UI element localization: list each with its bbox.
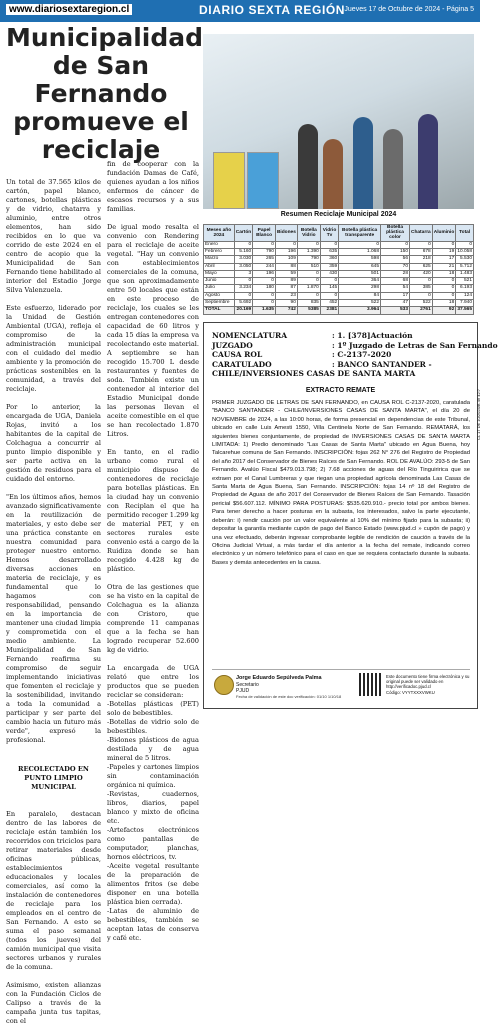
table-cell: 790: [253, 248, 276, 255]
table-cell: 0: [432, 292, 456, 299]
case-detail-value: : 1º Juzgado de Letras de San Fernando: [332, 340, 498, 350]
table-cell: 124: [456, 292, 474, 299]
table-cell: 0: [432, 241, 456, 248]
person-figure: [418, 114, 438, 209]
table-cell: 0: [234, 241, 252, 248]
table-cell: 385: [410, 285, 433, 292]
table-cell: 3.030: [234, 256, 252, 263]
qr-code: Código: VYYTXXXVWKU: [386, 689, 435, 695]
article-subhead: RECOLECTADO EN PUNTO LIMPIO MUNICIPAL: [18, 765, 92, 791]
table-header-row: [204, 225, 474, 242]
table-cell: Mayo: [204, 270, 235, 277]
person-figure: [353, 117, 373, 209]
signature-block: [212, 669, 470, 700]
table-cell: 0: [432, 278, 456, 285]
table-cell: 109: [275, 256, 297, 263]
table-cell: 145: [320, 285, 338, 292]
table-cell: 5.160: [234, 248, 252, 255]
case-detail-row: [212, 350, 470, 360]
table-cell: 0: [410, 278, 433, 285]
table-cell: 2381: [320, 307, 338, 314]
table-cell: Febrero: [204, 248, 235, 255]
table-cell: 359: [320, 263, 338, 270]
case-detail-row: [212, 331, 470, 341]
table-cell: 17: [432, 256, 456, 263]
table-cell: Abril: [204, 263, 235, 270]
table-cell: 3.050: [234, 263, 252, 270]
table-header-cell: Aluminio: [432, 225, 456, 242]
article-col1b-text: En paralelo, destacan dentro de las labores de reciclaje están también los recorridos con triciclos para retirar materiales desde oficinas públicas, establecimientos educacionales y locales comerciales, así como la instalación de contenedores de reciclaje para los empleados en el centro de San Fernando. A esto se suma el paso semanal (todos los jueves) del camión municipal que visita sectores urbanos y rurales de la comuna. Asimismo, existen alianzas con la Fundación Ciclos de Calipso a través de la campaña junta tus tapitas, con el: [6, 810, 102, 1025]
table-cell: 0: [297, 270, 320, 277]
table-cell: 430: [320, 270, 338, 277]
table-row: [204, 248, 474, 255]
article-photo: [203, 34, 474, 209]
table-cell: 645: [339, 263, 381, 270]
table-cell: Septiembre: [204, 299, 235, 306]
table-header-cell: Botella plástica transparente: [339, 225, 381, 242]
table-cell: 0: [320, 241, 338, 248]
table-cell: 0: [253, 278, 276, 285]
person-figure: [323, 139, 343, 209]
table-cell: 196: [253, 270, 276, 277]
table-header-cell: Bidones: [275, 225, 297, 242]
table-cell: 452: [320, 299, 338, 306]
table-cell: 2761: [410, 307, 433, 314]
table-cell: 90: [275, 299, 297, 306]
notice-title: EXTRACTO REMATE: [305, 387, 376, 394]
seal-icon: [214, 675, 234, 695]
table-cell: 533: [381, 307, 410, 314]
table-cell: 5385: [297, 307, 320, 314]
table-cell: 1.483: [456, 270, 474, 277]
case-detail-row: [212, 340, 498, 351]
table-cell: 0: [234, 278, 252, 285]
table-cell: 1.635: [253, 307, 276, 314]
person-figure: [383, 129, 403, 209]
table-cell: 59: [275, 270, 297, 277]
table-cell: 0: [456, 241, 474, 248]
table-cell: 298: [339, 285, 381, 292]
case-detail-value: CHILE/INVERSIONES CASAS DE SANTA MARTA: [212, 369, 416, 378]
signer-org: PJUD: [236, 688, 250, 694]
qr-caption: [386, 674, 470, 695]
table-cell: 84: [339, 292, 381, 299]
table-cell: Enero: [204, 241, 235, 248]
table-cell: 5.530: [456, 256, 474, 263]
table-cell: 18: [432, 299, 456, 306]
table-cell: 180: [253, 285, 276, 292]
table-cell: 89: [275, 278, 297, 285]
newspaper-name: DIARIO SEXTA REGIÓN: [199, 3, 346, 17]
table-cell: 265: [253, 256, 276, 263]
table-total-row: [204, 307, 474, 314]
article-column-2: fin de cooperar con la fundación Damas de Café, quienes ayudan a los niños enfermos de cáncer de escasos recursos y a sus familias. De igual modo resalta el convenio con Rendering para el reciclaje de aceite vegetal. "Hay un convenio con establecimientos comerciales de la comuna, que son aproximadamente entre 50 locales que están en este proceso de reciclaje, los cuales se les entregan contenedores con capacidad de 60 litros y cada 15 días la empresa va recolectando este material. A septiembre se han recogido 15.700 L desde restaurantes y fuentes de soda. También existe un contenedor al interior del Estadio Municipal donde las personas llevan el aceite comestible en el que se han recolectado 1.870 Litros. En tanto, en el radio urbano como rural el municipio dispuso de contenedores de reciclaje para botellas plásticas. En la ciudad hay un convenio con Reciplan el que ha permitido recoger 1.299 kg de material PET, y en sectores rurales este convenio está a cargo de la Ruidiza donde se han recogido 4.428 kg de plástico. Otra de las gestiones que se ha visto en la capital de Colchagua es la alianza con Cristoro, que comprende 11 campanas que a la fecha se han logrado recuperar 52.600 kg de vidrio. La encargada de UGA relató que entre los productos que se pueden reciclar se consideran: -Botellas plásticas (PET) solo de bebestibles. -Botellas de vidrio solo de bebestibles. -Bidones plásticos de agua destilada y de agua mineral de 5 litros. -Papeles y cartones limpios sin contaminación orgánica ni química. -Revistas, cuadernos, libros, diarios, papel blanco y mixto de oficina etc. -Artefactos electrónicos como pantallas de computador, planchas, hornos eléctricos, tv. -Aceite vegetal resultante de la preparación de alimentos fritos (se debe disponer en una botella plástica bien cerrada). -Latas de aluminio de bebestibles, también se aceptan latas de conserva y café etc.: [107, 160, 199, 942]
table-cell: 0: [253, 299, 276, 306]
signer-role: Secretario: [236, 682, 259, 688]
table-cell: 218: [410, 256, 433, 263]
table-cell: 5.692: [234, 299, 252, 306]
qr-code-icon[interactable]: [359, 673, 382, 696]
table-cell: 3: [234, 270, 252, 277]
qr-text: Este documento tiene firma electrónica y su original puede ser validado en http://verificadoc.pjud.cl: [386, 674, 470, 690]
table-cell: 68: [381, 278, 410, 285]
table-cell: 1.068: [339, 248, 381, 255]
table-cell: 244: [253, 263, 276, 270]
case-detail-key: CAUSA ROL: [212, 350, 263, 359]
person-figure: [298, 124, 318, 209]
table-cell: 196: [275, 248, 297, 255]
table-cell: 3.234: [234, 285, 252, 292]
table-cell: 510: [297, 263, 320, 270]
case-detail-row: [212, 360, 470, 370]
table-cell: 19: [432, 248, 456, 255]
table-cell: 625: [410, 263, 433, 270]
table-cell: 0: [320, 278, 338, 285]
table-header-cell: Chatarra: [410, 225, 433, 242]
table-cell: 0: [432, 285, 456, 292]
table-cell: 0: [410, 241, 433, 248]
table-cell: Julio: [204, 285, 235, 292]
table-row: [204, 292, 474, 299]
table-cell: 0: [253, 241, 276, 248]
table-cell: 364: [339, 278, 381, 285]
table-row: [204, 285, 474, 292]
table-cell: 3.964: [339, 307, 381, 314]
recycling-summary-table: [203, 224, 474, 315]
table-cell: Agosto: [204, 292, 235, 299]
table-cell: 28: [381, 270, 410, 277]
case-detail-key: NOMENCLATURA: [212, 331, 288, 340]
site-url[interactable]: www.diariosextaregion.cl: [6, 4, 132, 15]
vertical-stamp: CL 17 DE 10/2024/B 49 42:7: [476, 389, 481, 440]
article-headline: Municipalidad de San Fernando promueve el reciclaje: [6, 23, 203, 164]
table-title: Resumen Reciclaje Municipal 2024: [280, 211, 397, 218]
table-cell: Junio: [204, 278, 235, 285]
table-cell: 70: [381, 263, 410, 270]
table-cell: 92: [432, 307, 456, 314]
table-cell: Marzo: [204, 256, 235, 263]
table-row: [204, 270, 474, 277]
table-cell: 7.940: [456, 299, 474, 306]
table-header-cell: Total: [456, 225, 474, 242]
table-cell: 0: [234, 292, 252, 299]
table-header-cell: Vidrio Tv: [320, 225, 338, 242]
validation-date: Fecha de validación de este doc verificación: 01/10 1/10/18: [236, 694, 342, 699]
table-cell: 635: [320, 248, 338, 255]
table-cell: 0: [253, 292, 276, 299]
table-cell: 1.390: [297, 248, 320, 255]
table-row: [204, 256, 474, 263]
table-cell: 21: [432, 263, 456, 270]
table-cell: 0: [275, 241, 297, 248]
table-cell: 0: [339, 241, 381, 248]
table-cell: 20.169: [234, 307, 252, 314]
case-details: [212, 331, 498, 379]
article-column-1: [6, 160, 102, 1025]
table-row: [204, 241, 474, 248]
table-header-cell: Cartón: [234, 225, 252, 242]
table-row: [204, 263, 474, 270]
table-cell: 420: [410, 270, 433, 277]
table-cell: 23: [275, 292, 297, 299]
table-header-cell: Papel Blanco: [253, 225, 276, 242]
case-detail-value: : BANCO SANTANDER -: [332, 359, 432, 369]
table-cell: TOTAL: [204, 307, 235, 314]
page-header: [0, 0, 480, 22]
table-cell: 87: [275, 285, 297, 292]
table-cell: 17: [381, 292, 410, 299]
table-cell: 0: [381, 241, 410, 248]
table-cell: 0: [297, 278, 320, 285]
table-cell: 18: [432, 270, 456, 277]
table-cell: 522: [410, 299, 433, 306]
table-cell: 742: [275, 307, 297, 314]
article-col1-text: Un total de 37.565 kilos de cartón, papel blanco, cartones, botellas plásticas y de vidrio, chatarra y aluminio, entre otros elementos, han sido recibidos en lo que va corrido de este 2024 en el centro de acopio que la Municipalidad de San Fernando tiene habilitado al interior del Estadio Jorge Silva Valenzuela. Este esfuerzo, liderado por la Unidad de Gestión Ambiental (UGA), refleja el compromiso de la administración municipal con el cuidado del medio ambiente y la promoción de prácticas sostenibles en la comunidad, a través del reciclaje. Por lo anterior, la encargada de UGA, Daniela Rojas, invitó a los habitantes de la capital de Colchagua a concurrir al punto limpio disponible y ser parte activa en la gestión de residuos para el cuidado del entorno. "En los últimos años, hemos avanzado significativamente en la reutilización de materiales, y esto debe ser una práctica constante en nuestra comunidad para proteger nuestro entorno. Hemos desarrollado diversas acciones en materia de reciclaje, y es fundamental que lo hagamos con responsabilidad, pensando en la importancia de mantener una ciudad limpia y comprometida con el medio ambiente. La Municipalidad de San Fernando reafirma su compromiso de seguir implementando iniciativas que fomenten el reciclaje y la sostenibilidad, invitando a toda la comunidad a participar y ser parte del cambio hacia un futuro más verde", expresó la profesional.: [6, 178, 101, 744]
table-cell: 835: [297, 299, 320, 306]
table-cell: 5.712: [456, 263, 474, 270]
table-cell: 598: [339, 256, 381, 263]
notice-body: PRIMER JUZGADO DE LETRAS DE SAN FERNANDO, en CAUSA ROL C-2137-2020, caratulada "BANCO SANTANDER - CHILE/INVERSIONES CASAS DE SANTA MARTA", el día 20 de NOVIEMBRE de 2024, a las 10:00 horas, de forma presencial en dependencias de este Tribunal, ubicado en calle Luis Amesti 1550, Villa Centinela Norte de San Fernando. REMATARÁ, los siguientes bienes conjuntamente, de propiedad de INVERSIONES CASAS DE SANTA MARTA LIMITADA: 1) Predio denominado "Las Casas de Santa Marta" ubicado en Agua Buena, hoy Talcarehue comuna de San Fernando. INSCRIPCIÓN: fojas 262 N° 276 del Registro de Propiedad del año 2017 del Conservador de Bienes Raíces de San Fernando. ROL DE AVALÚO: 293-5 de San Fernando. Avalúo Fiscal $479.013.798; 2) 7.68 acciones de aguas del Río Tinguiririca que se extraen por el Canal Lumbreras y que riegan una propiedad agrícola denominada Las Casas de Santa Marta de Agua Buena, San Fernando. INSCRIPCIÓN: fojas 14 nº 18 del Registro de Propiedad de Aguas de año 2017 del Conservador de Bienes Raíces de San Fernando. Tasación pericial $56.607.112. MÍNIMO PARA POSTURAS: $535.620.910.- precio total por ambos bienes. Para tener derecho a hacer posturas en la subasta, los interesados, salvo la parte ejecutante, deberán: i) rendir caución por un valor equivalente al 10% del mínimo fijado para la subasta; ii) depositar la garantía mediante cupón de pago del Banco Estado (www.pjud.cl » cupón de pago) y una vez efectuado, deberán ingresar comprobante legible de rendición de caución a través de la Oficina Judicial Virtual, a más tardar el día anterior a la fecha del remate, indicando correo electrónico y un número telefónico para el caso en que se requiera contactarlo durante la subasta. Bases y demás antecedentes en la causa.: [212, 400, 470, 566]
table-header-cell: Meses año 2024: [204, 225, 235, 242]
table-cell: 0: [410, 292, 433, 299]
table-header-cell: Botella plástica color: [381, 225, 410, 242]
case-detail-value: : 1. [378]Actuación: [332, 331, 413, 340]
recycling-bin: [213, 152, 245, 209]
table-header-cell: Botella Vidrio: [297, 225, 320, 242]
signer-name: Jorge Eduardo Sepúlveda Palma: [236, 675, 322, 681]
table-row: [204, 299, 474, 306]
table-cell: 521: [456, 278, 474, 285]
table-cell: 1.870: [297, 285, 320, 292]
table-row: [204, 278, 474, 285]
case-detail-value: : C-2137-2020: [332, 350, 392, 359]
table-cell: 54: [381, 285, 410, 292]
table-cell: 88: [275, 263, 297, 270]
table-cell: 56: [381, 256, 410, 263]
case-detail-key: CARATULADO: [212, 359, 272, 369]
table-cell: 37.565: [457, 307, 472, 313]
table-cell: 150: [381, 248, 410, 255]
table-cell: 47: [381, 299, 410, 306]
table-cell: 6.193: [456, 285, 474, 292]
table-cell: 678: [410, 248, 433, 255]
table-cell: 0: [297, 241, 320, 248]
table-cell: 0: [320, 292, 338, 299]
table-cell: 522: [339, 299, 381, 306]
table-cell: 501: [339, 270, 381, 277]
table-cell: 360: [320, 256, 338, 263]
case-detail-row: [212, 369, 470, 379]
table-cell: 10.058: [457, 248, 472, 254]
table-cell: 0: [297, 292, 320, 299]
table-cell: 790: [297, 256, 320, 263]
date-page: Jueves 17 de Octubre de 2024 - Página 5: [344, 6, 474, 13]
recycling-bin: [247, 152, 279, 209]
case-detail-key: JUZGADO: [212, 340, 253, 350]
